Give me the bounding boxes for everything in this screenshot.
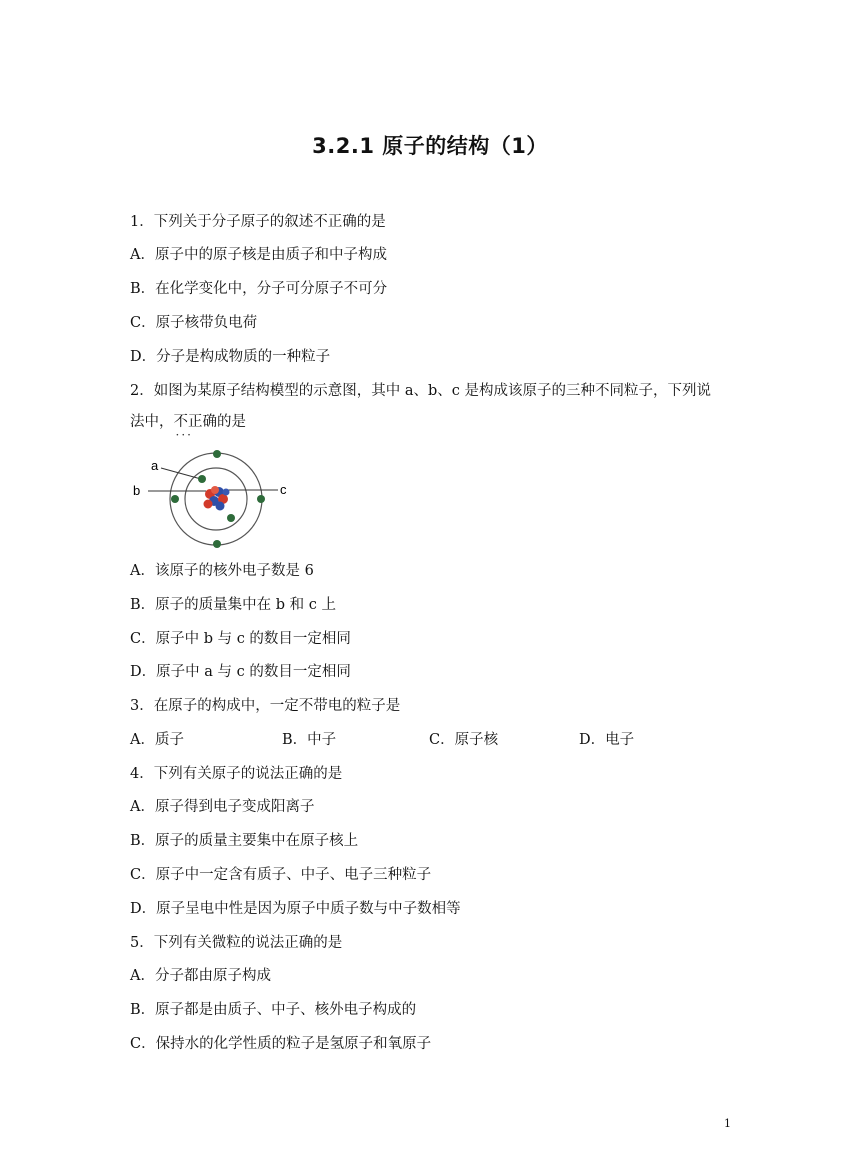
atom-structure-figure bbox=[128, 446, 298, 552]
atom-diagram bbox=[128, 446, 298, 552]
q2-option-d: D．原子中 a 与 c 的数目一定相同 bbox=[130, 664, 351, 680]
question-3-stem: 3．在原子的构成中，一定不带电的粒子是 bbox=[130, 698, 401, 714]
q2-option-a: A．该原子的核外电子数是 6 bbox=[130, 563, 314, 579]
label-c: c bbox=[280, 482, 287, 497]
electron bbox=[198, 475, 206, 483]
q4-option-c: C．原子中一定含有质子、中子、电子三种粒子 bbox=[130, 867, 432, 883]
label-a: a bbox=[151, 458, 159, 473]
neutron bbox=[216, 502, 225, 511]
q2-option-b: B．原子的质量集中在 b 和 c 上 bbox=[130, 597, 336, 613]
electron bbox=[213, 540, 221, 548]
electron bbox=[257, 495, 265, 503]
electron bbox=[213, 450, 221, 458]
q5-option-c: C．保持水的化学性质的粒子是氢原子和氧原子 bbox=[130, 1036, 432, 1052]
question-1-stem: 1．下列关于分子原子的叙述不正确的是 bbox=[130, 214, 386, 230]
emphasis-text: 不正确 ··· bbox=[174, 414, 218, 430]
question-4-stem: 4．下列有关原子的说法正确的是 bbox=[130, 766, 343, 782]
electron bbox=[227, 514, 235, 522]
q4-option-d: D．原子呈电中性是因为原子中质子数与中子数相等 bbox=[130, 901, 461, 917]
label-b: b bbox=[133, 483, 141, 498]
neutron bbox=[223, 489, 230, 496]
q3-option-d: D．电子 bbox=[579, 732, 635, 748]
q1-option-c: C．原子核带负电荷 bbox=[130, 315, 258, 331]
stem-suffix: 的是 bbox=[217, 414, 246, 430]
question-5-stem: 5．下列有关微粒的说法正确的是 bbox=[130, 935, 343, 951]
q1-option-a: A．原子中的原子核是由质子和中子构成 bbox=[130, 247, 387, 263]
proton bbox=[211, 486, 219, 494]
page-title: 3.2.1 原子的结构（1） bbox=[312, 134, 548, 158]
electron bbox=[171, 495, 179, 503]
q4-option-b: B．原子的质量主要集中在原子核上 bbox=[130, 833, 359, 849]
question-2-stem-line1: 2．如图为某原子结构模型的示意图，其中 a、b、c 是构成该原子的三种不同粒子，下列说 bbox=[130, 383, 711, 399]
q5-option-b: B．原子都是由质子、中子、核外电子构成的 bbox=[130, 1002, 417, 1018]
q1-option-b: B．在化学变化中，分子可分原子不可分 bbox=[130, 281, 388, 297]
q2-option-c: C．原子中 b 与 c 的数目一定相同 bbox=[130, 631, 351, 647]
q3-options-row bbox=[130, 730, 730, 750]
q3-option-b: B．中子 bbox=[282, 732, 337, 748]
q4-option-a: A．原子得到电子变成阳离子 bbox=[130, 799, 315, 815]
q5-option-a: A．分子都由原子构成 bbox=[130, 968, 271, 984]
question-2-stem-line2 bbox=[130, 412, 246, 432]
q3-option-a: A．质子 bbox=[130, 732, 184, 748]
proton bbox=[204, 500, 213, 509]
page-number: 1 bbox=[724, 1117, 731, 1130]
stem-prefix: 法中， bbox=[130, 414, 174, 430]
q3-option-c: C．原子核 bbox=[429, 732, 499, 748]
q1-option-d: D．分子是构成物质的一种粒子 bbox=[130, 349, 331, 365]
nucleus bbox=[204, 486, 230, 511]
